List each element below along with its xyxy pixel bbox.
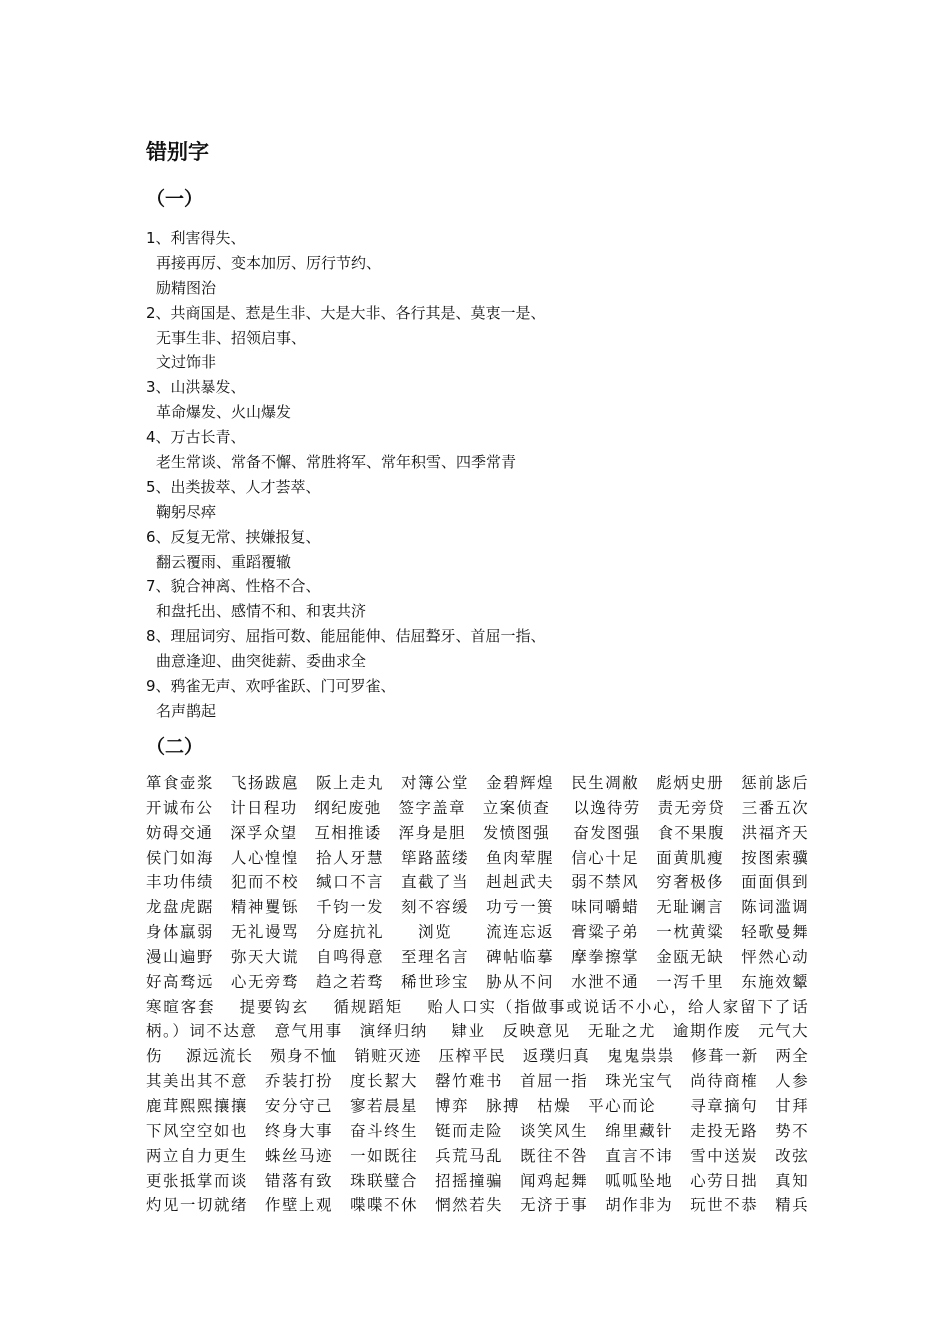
- section-1-line: 2、共商国是、惹是生非、大是大非、各行其是、莫衷一是、: [146, 303, 546, 322]
- section-2-heading: （二）: [146, 736, 204, 758]
- section-1-line: 8、理屈词穷、屈指可数、能屈能伸、佶屈聱牙、首屈一指、: [146, 627, 546, 646]
- section-1-line: 1、利害得失、: [146, 229, 246, 247]
- section-2-line: 丰功伟绩 犯而不校 缄口不言 直截了当 赳赳武夫 弱不禁风 穷奢极侈 面面俱到: [146, 873, 808, 892]
- section-2-line: 妨碍交通 深孚众望 互相推诿 浑身是胆 发愤图强 奋发图强 食不果腹 洪福齐天: [146, 823, 808, 842]
- section-2-line: 身体羸弱 无礼谩骂 分庭抗礼 浏览 流连忘返 膏粱子弟 一枕黄粱 轻歌曼舞: [146, 923, 808, 942]
- section-2-line: 漫山遍野 弥天大谎 自鸣得意 至理名言 碑帖临摹 摩拳擦掌 金瓯无缺 怦然心动: [146, 947, 808, 966]
- section-1-line: 老生常谈、常备不懈、常胜将军、常年积雪、四季常青: [156, 453, 517, 472]
- section-1-line: 和盘托出、感情不和、和衷共济: [156, 602, 367, 621]
- section-2-line: 其美出其不意 乔装打扮 度长絜大 罄竹难书 首屈一指 珠光宝气 尚待商榷 人参: [146, 1072, 808, 1091]
- section-1-line: 曲意逢迎、曲突徙薪、委曲求全: [156, 652, 367, 671]
- section-2-line: 侯门如海 人心惶惶 拾人牙慧 筚路蓝缕 鱼肉荤腥 信心十足 面黄肌瘦 按图索骥: [146, 848, 808, 867]
- section-1-line: 无事生非、招领启事、: [156, 328, 307, 347]
- section-1-line: 翻云覆雨、重蹈覆辙: [156, 552, 292, 571]
- document-title: 错别字: [146, 140, 209, 164]
- section-1-heading: （一）: [146, 188, 204, 210]
- section-2-line: 鹿茸熙熙攘攘 安分守己 寥若晨星 博弈 脉搏 枯燥 平心而论 寻章摘句 甘拜: [146, 1096, 808, 1115]
- section-2-line: 灼见一切就绪 作壁上观 喋喋不休 惘然若失 无济于事 胡作非为 玩世不恭 精兵: [146, 1196, 808, 1215]
- section-2-line: 寒暄客套 提要钩玄 循规蹈矩 贻人口实（指做事或说话不小心，给人家留下了话: [146, 997, 808, 1016]
- section-1-line: 再接再厉、变本加厉、厉行节约、: [156, 253, 382, 272]
- section-1-list: [146, 226, 808, 724]
- section-1-line: 鞠躬尽瘁: [156, 502, 217, 521]
- section-2-line: 下风空空如也 终身大事 奋斗终生 铤而走险 谈笑风生 绵里藏针 走投无路 势不: [146, 1121, 808, 1140]
- section-1-line: 革命爆发、火山爆发: [156, 403, 292, 422]
- section-1-line: 6、反复无常、挟嫌报复、: [146, 527, 321, 546]
- section-1-line: 7、貌合神离、性格不合、: [146, 577, 321, 596]
- section-1-line: 9、鸦雀无声、欢呼雀跃、门可罗雀、: [146, 677, 396, 696]
- section-2-paragraph: [146, 771, 808, 1218]
- section-1-line: 3、山洪暴发、: [146, 378, 246, 397]
- section-2-line: 柄。）词不达意 意气用事 演绎归纳 肄业 反映意见 无耻之尤 逾期作废 元气大: [146, 1022, 808, 1041]
- section-2-line: 龙盘虎踞 精神矍铄 千钧一发 刻不容缓 功亏一篑 味同嚼蜡 无耻谰言 陈词滥调: [146, 898, 808, 917]
- section-1-line: 4、万古长青、: [146, 428, 246, 447]
- section-1-line: 文过饰非: [156, 353, 217, 372]
- section-2-line: 两立自力更生 蛛丝马迹 一如既往 兵荒马乱 既往不咎 直言不讳 雪中送炭 改弦: [146, 1146, 808, 1165]
- section-2-line: 更张抵掌而谈 错落有致 珠联璧合 招摇撞骗 闻鸡起舞 呱呱坠地 心劳日拙 真知: [146, 1171, 808, 1190]
- section-1-line: 名声鹊起: [156, 701, 217, 720]
- section-1-line: 励精图治: [156, 278, 217, 297]
- section-2-line: 好高骛远 心无旁骛 趋之若骛 稀世珍宝 胁从不问 水泄不通 一泻千里 东施效颦: [146, 972, 808, 991]
- section-2-line: 箪食壶浆 飞扬跋扈 阪上走丸 对簿公堂 金碧辉煌 民生凋敝 彪炳史册 惩前毖后: [146, 774, 808, 792]
- section-2-line: 开诚布公 计日程功 纲纪废弛 签字盖章 立案侦查 以逸待劳 责无旁贷 三番五次: [146, 798, 808, 817]
- section-2-line: 伤 源远流长 殒身不恤 销赃灭迹 压榨平民 返璞归真 鬼鬼祟祟 修葺一新 两全: [146, 1047, 808, 1066]
- section-1-line: 5、出类拔萃、人才荟萃、: [146, 477, 321, 496]
